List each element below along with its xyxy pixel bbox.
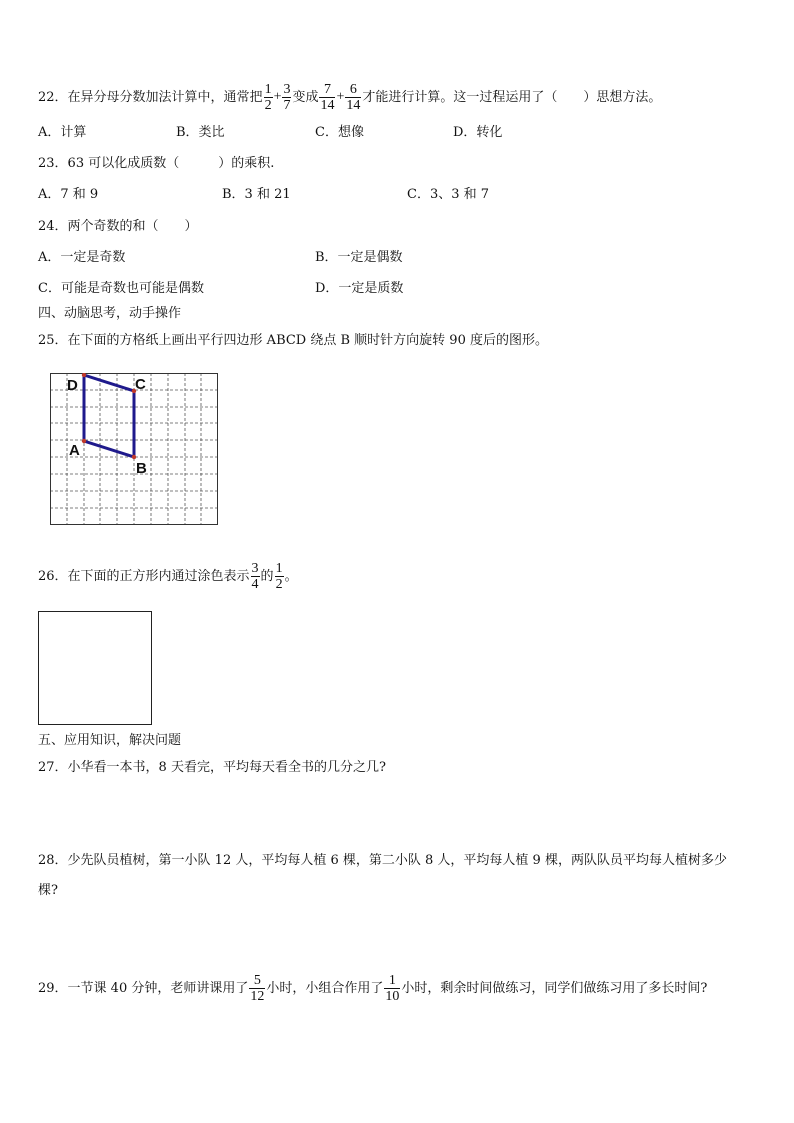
question-text: 小时，剩余时间做练习，同学们做练习用了多长时间? xyxy=(401,981,708,996)
question-26 xyxy=(38,561,298,592)
parallelogram-abcd xyxy=(84,375,134,457)
vertex-b xyxy=(132,455,136,459)
option-c[interactable]: C．想像 xyxy=(315,125,364,140)
question-27: 27．小华看一本书，8 天看完，平均每天看全书的几分之几? xyxy=(38,760,386,775)
label-c: C xyxy=(135,376,146,393)
question-text: 在异分母分数加法计算中，通常把 xyxy=(67,90,263,105)
question-text: 29．一节课 40 分钟，老师讲课用了 xyxy=(38,981,249,996)
fraction: $\frac{7}{14}$ xyxy=(320,82,335,113)
option-c[interactable]: C．可能是奇数也可能是偶数 xyxy=(38,281,204,296)
vertex-d xyxy=(82,373,86,377)
option-a[interactable]: A．7 和 9 xyxy=(38,187,99,202)
option-c[interactable]: C．3、3 和 7 xyxy=(407,187,490,202)
question-28-continued: 棵? xyxy=(38,883,58,898)
fraction: $\frac{5}{12}$ xyxy=(250,973,265,1004)
option-b[interactable]: B．一定是偶数 xyxy=(315,250,403,265)
question-text: 。 xyxy=(284,569,298,584)
option-a[interactable]: A．一定是奇数 xyxy=(38,250,126,265)
grid-drawing xyxy=(50,373,218,525)
fraction: $\frac{1}{2}$ xyxy=(264,82,272,113)
section-heading: 五、应用知识，解决问题 xyxy=(38,733,182,748)
plus-sign: + xyxy=(273,89,282,105)
fraction: $\frac{6}{14}$ xyxy=(346,82,361,113)
question-text: 26．在下面的正方形内通过涂色表示 xyxy=(38,569,250,584)
question-28: 28．少先队员植树，第一小队 12 人，平均每人植 6 棵，第二小队 8 人，平均每人植 9 棵，两队队员平均每人植树多少 xyxy=(38,853,727,868)
question-29 xyxy=(38,973,707,1004)
option-d[interactable]: D．一定是质数 xyxy=(315,281,404,296)
fraction: $\frac{3}{7}$ xyxy=(283,82,291,113)
fraction: $\frac{1}{10}$ xyxy=(385,973,400,1004)
question-number: 22． xyxy=(38,90,68,105)
question-text: 的 xyxy=(260,569,274,584)
fraction: $\frac{3}{4}$ xyxy=(251,561,259,592)
label-b: B xyxy=(136,460,147,477)
vertex-a xyxy=(82,439,86,443)
label-a: A xyxy=(69,442,80,459)
label-d: D xyxy=(67,377,78,394)
fraction: $\frac{1}{2}$ xyxy=(275,561,283,592)
section-heading: 四、动脑思考，动手操作 xyxy=(38,306,182,321)
question-23: 23．63 可以化成质数（ ）的乘积. xyxy=(38,156,275,171)
question-text: 小时，小组合作用了 xyxy=(266,981,384,996)
question-text: 才能进行计算。这一过程运用了（ ）思想方法。 xyxy=(362,90,662,105)
option-b[interactable]: B．3 和 21 xyxy=(222,187,291,202)
question-24: 24．两个奇数的和（ ） xyxy=(38,219,198,234)
plus-sign: + xyxy=(336,89,345,105)
option-b[interactable]: B．类比 xyxy=(176,125,225,140)
question-25: 25．在下面的方格纸上画出平行四边形 ABCD 绕点 B 顺时针方向旋转 90 度后的图形。 xyxy=(38,333,548,348)
question-22 xyxy=(38,82,661,113)
grid-paper[interactable] xyxy=(50,373,218,525)
shading-square[interactable] xyxy=(38,611,152,725)
option-d[interactable]: D．转化 xyxy=(453,125,503,140)
question-text: 变成 xyxy=(292,90,319,105)
option-a[interactable]: A．计算 xyxy=(38,125,87,140)
